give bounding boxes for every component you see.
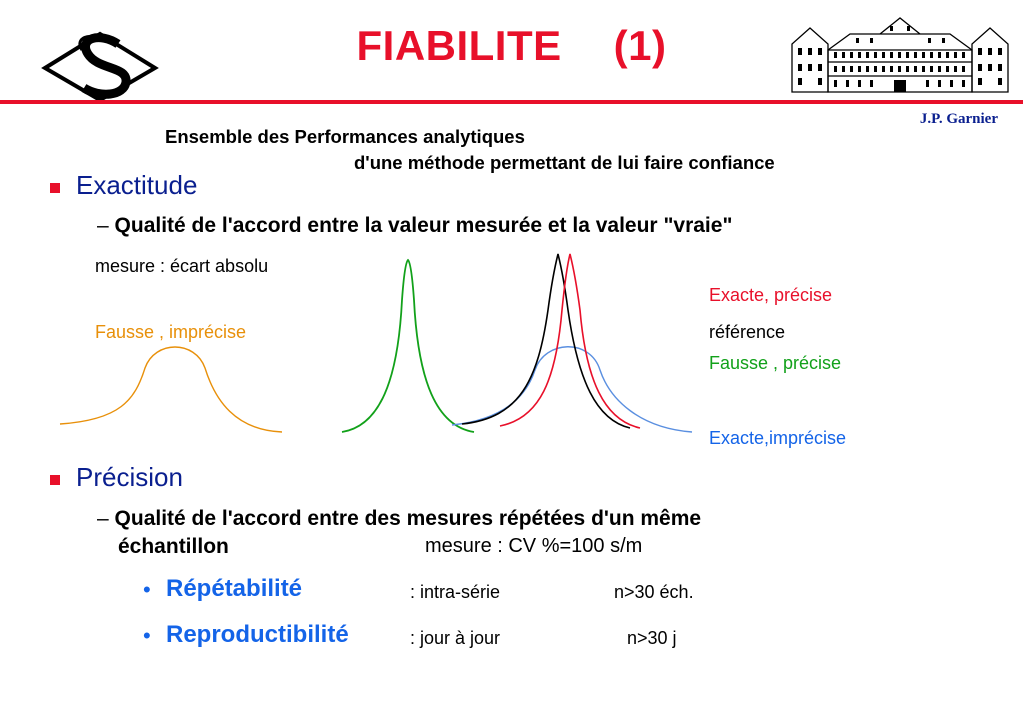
exactitude-heading: Exactitude [76,170,198,200]
precision-measure: mesure : CV %=100 s/m [425,535,643,557]
label-fausse-precise: Fausse , précise [709,353,842,373]
author-name: J.P. Garnier [919,111,998,127]
precision-subtitle-text: Qualité de l'accord entre des mesures répétées d'un même [114,507,702,530]
reproductibilite-label: Reproductibilité [166,621,349,648]
green-curve [342,260,474,432]
title-main: FIABILITE [356,22,562,69]
round-bullet-icon: • [143,577,151,602]
round-bullet-icon: • [143,623,151,648]
exactitude-subtitle-text: Qualité de l'accord entre la valeur mesurée et la valeur "vraie" [114,214,733,237]
precision-subtitle-line-2: échantillon [118,535,229,558]
orange-curve [60,347,282,432]
repetabilite-label: Répétabilité [166,575,303,602]
label-exacte-imprecise: Exacte,imprécise [709,428,847,448]
label-fausse-imprecise: Fausse , imprécise [95,322,247,342]
repetabilite-count: n>30 éch. [614,582,694,602]
repetabilite-detail: : intra-série [410,582,501,602]
title-number: (1) [613,22,667,69]
square-bullet-icon [50,475,60,485]
label-reference: référence [709,322,786,342]
definition-line-1: Ensemble des Performances analytiques [165,126,525,147]
lightblue-curve [452,347,692,432]
definition-line-2: d'une méthode permettant de lui faire confiance [354,152,775,173]
exactitude-measure: mesure : écart absolu [95,256,269,276]
reproductibilite-detail: : jour à jour [410,628,501,648]
dash-bullet: – [97,507,109,530]
dash-bullet: – [97,214,109,237]
label-exacte-precise: Exacte, précise [709,285,833,305]
precision-subtitle-line-1 [97,507,701,531]
precision-heading: Précision [76,462,183,492]
reproductibilite-count: n>30 j [627,628,677,648]
